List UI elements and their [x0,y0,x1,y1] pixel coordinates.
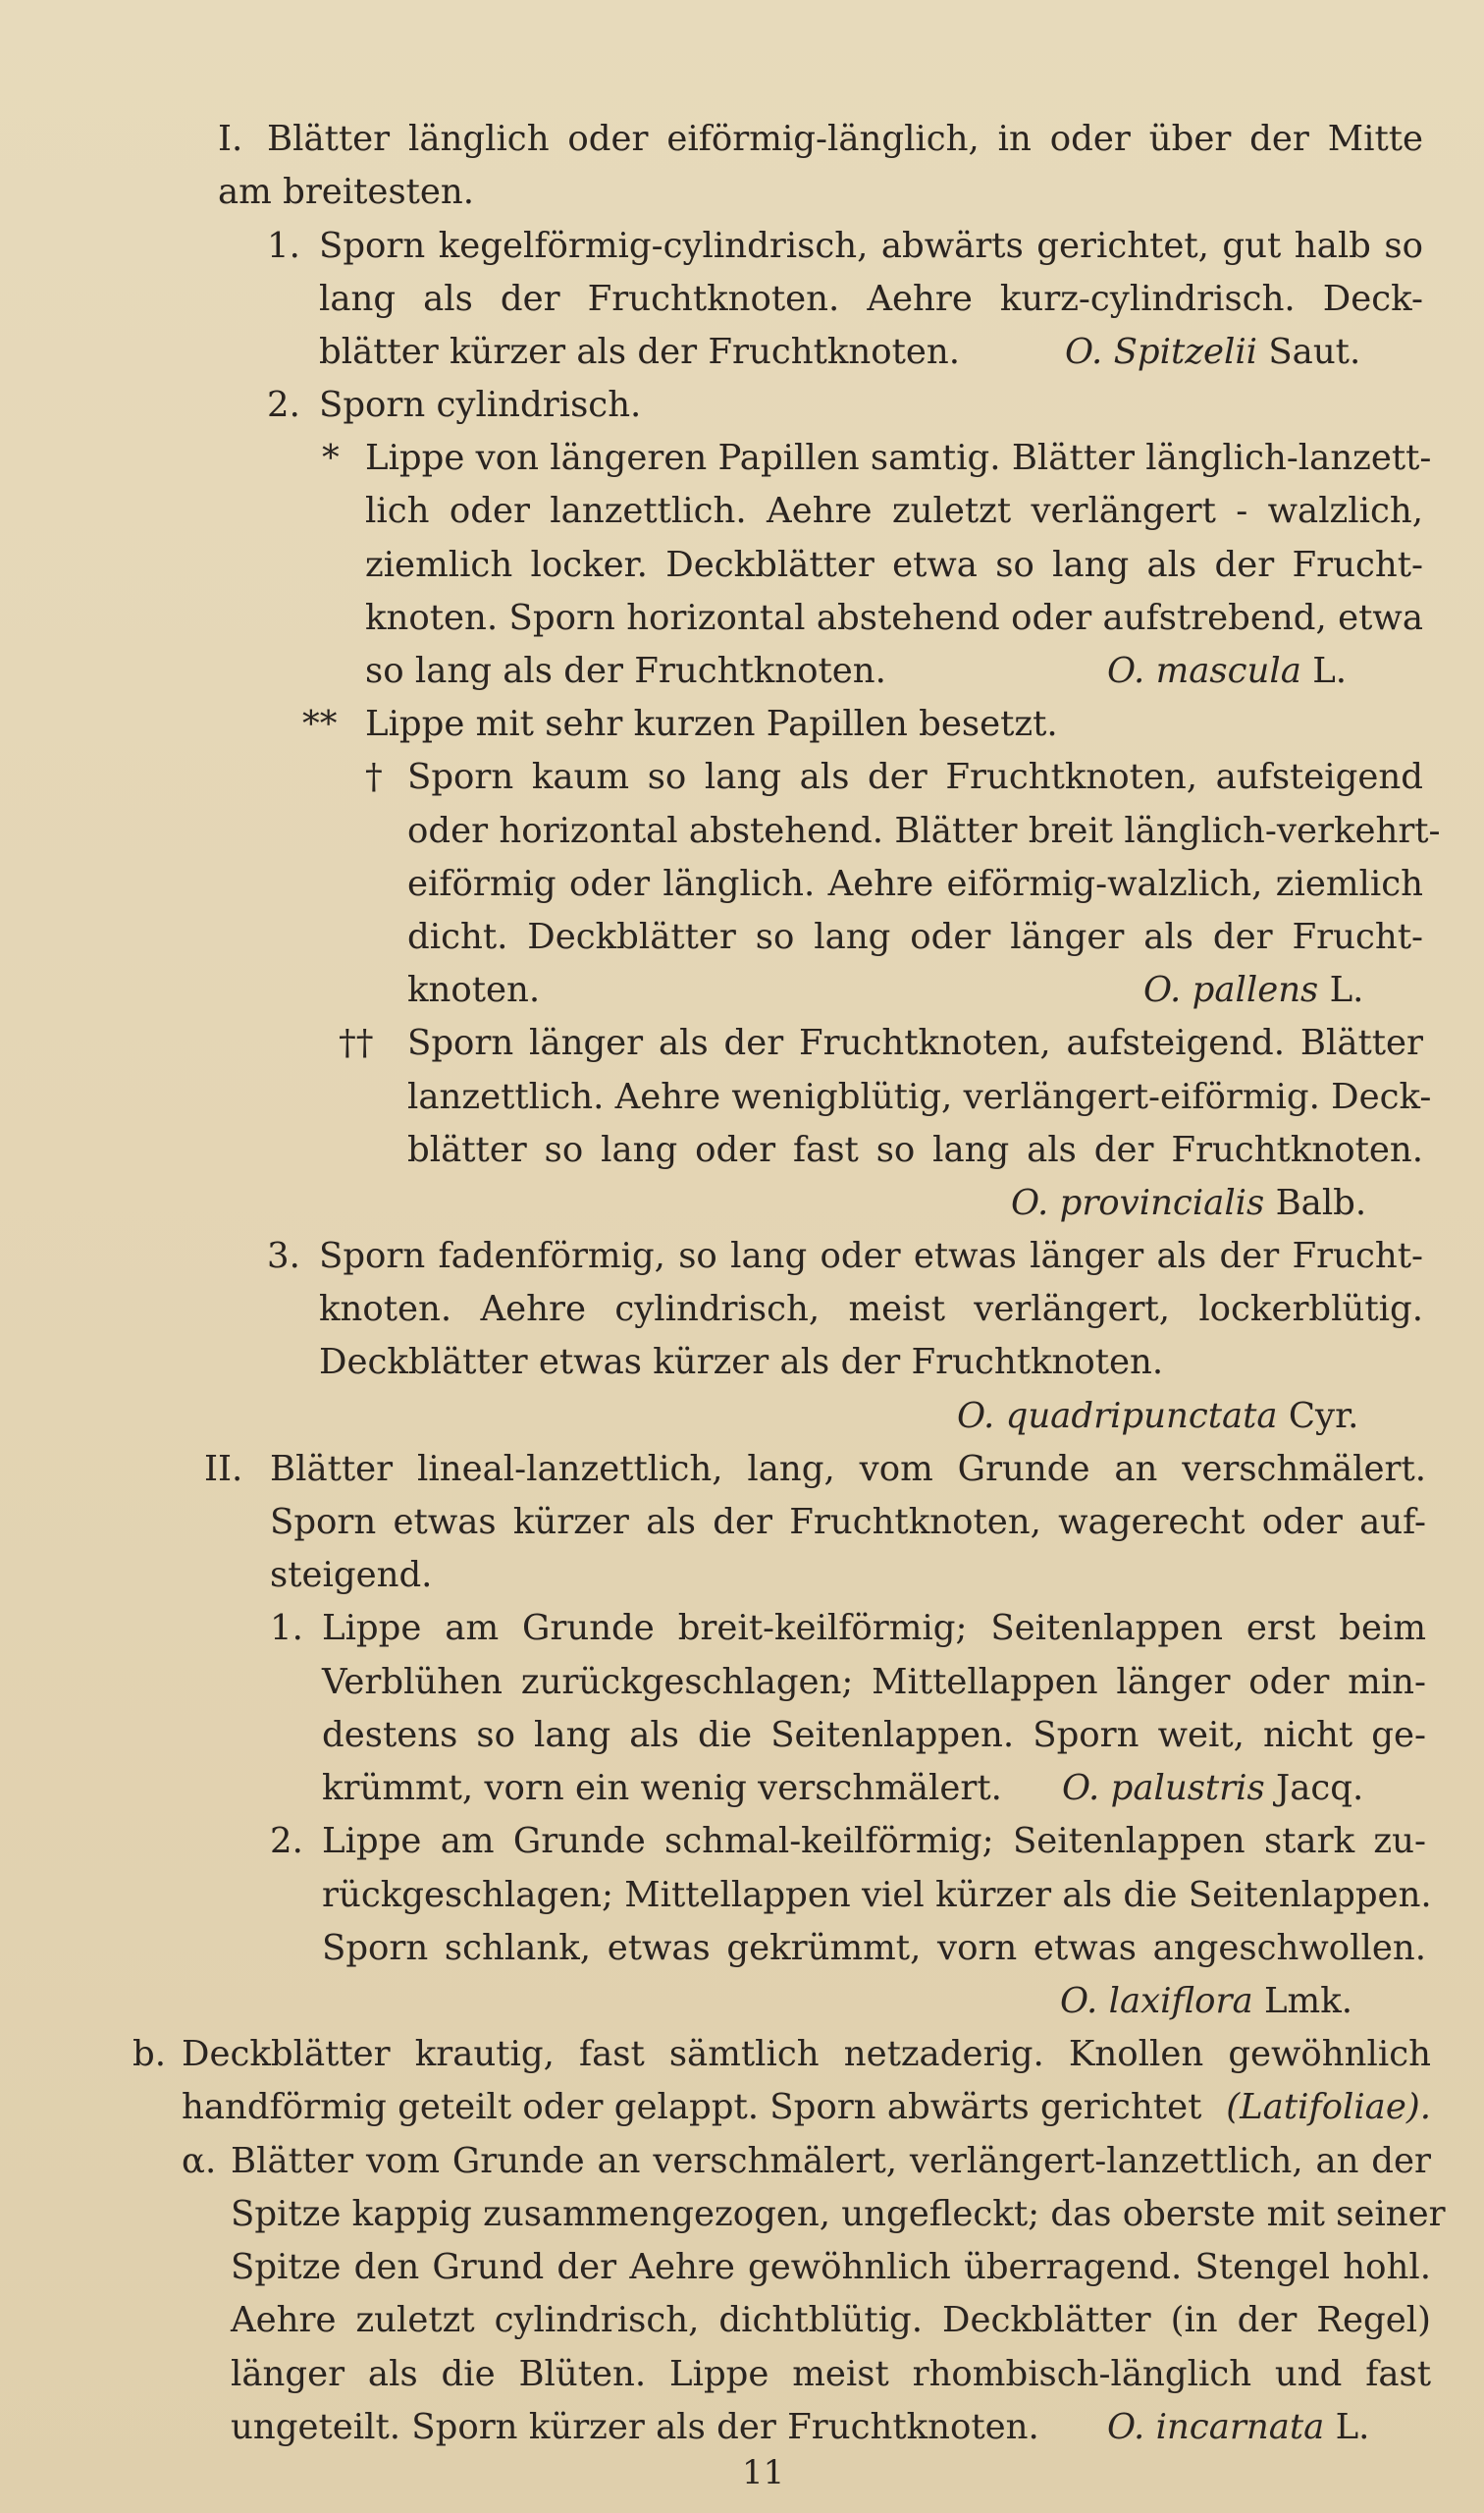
text-line: dicht. Deckblätter so lang oder länger als der Frucht- [407,917,1423,957]
species-author: L. [1335,2407,1370,2447]
species-name [1062,1762,1363,1815]
text-line: lanzettlich. Aehre wenigblütig, verlängert-eiförmig. Deck- [407,1077,1432,1117]
species-author: Lmk. [1263,1981,1353,2021]
text-line: Blätter länglich oder eiförmig-länglich, in oder über der Mitte [267,119,1423,159]
species-author: L. [1312,651,1348,691]
species-name [1107,2401,1369,2454]
species-name [1011,1177,1366,1230]
species-name [1143,964,1363,1017]
species-name [1065,326,1360,379]
species-author: Jacq. [1276,1768,1364,1808]
text-line: Lippe mit sehr kurzen Papillen besetzt. [365,704,1058,744]
item-label: 3. [267,1236,300,1276]
species-name [957,1390,1358,1443]
item-label: 1. [270,1608,303,1648]
item-label: b. [132,2034,167,2074]
text-line: länger als die Blüten. Lippe meist rhombisch-länglich und fast [231,2354,1431,2394]
species-italic: O. laxiflora [1060,1981,1253,2021]
species-italic: O. pallens [1143,970,1319,1010]
species-italic: O. palustris [1062,1768,1265,1808]
text-line: steigend. [270,1555,433,1595]
text-line: Sporn fadenförmig, so lang oder etwas länger als der Frucht- [319,1236,1423,1276]
text-line: Aehre zuletzt cylindrisch, dichtblütig. Deckblätter (in der Regel) [231,2300,1431,2340]
text-line: Spitze den Grund der Aehre gewöhnlich überragend. Stengel hohl. [231,2247,1431,2287]
text-line: knoten. Sporn horizontal abstehend oder aufstrebend, etwa [365,598,1423,638]
item-label: 2. [267,385,300,425]
text-line: Verblühen zurückgeschlagen; Mittellappen länger oder min- [322,1662,1426,1702]
item-label: †† [339,1023,374,1063]
species-author: L. [1329,970,1364,1010]
text-line: Deckblätter krautig, fast sämtlich netzaderig. Knollen gewöhnlich [182,2034,1431,2074]
item-label: I. [218,119,243,159]
item-label: * [322,438,340,478]
species-author: Saut. [1268,332,1361,372]
item-label: † [365,757,383,797]
item-label: 2. [270,1821,303,1861]
item-label: 1. [267,226,300,266]
text-line: lich oder lanzettlich. Aehre zuletzt verlängert - walzlich, [365,491,1423,531]
item-label: II. [204,1449,243,1489]
text-line: Deckblätter etwas kürzer als der Fruchtknoten. [319,1342,1164,1382]
text-line: ziemlich locker. Deckblätter etwa so lang als der Frucht- [365,545,1423,585]
page-number: 11 [742,2453,785,2492]
text-line: blätter kürzer als der Fruchtknoten. [319,332,961,372]
item-label: ** [302,704,338,744]
text-line: rückgeschlagen; Mittellappen viel kürzer als die Seitenlappen. [322,1875,1432,1915]
item-label: α. [182,2141,217,2181]
text-line: blätter so lang oder fast so lang als der Fruchtknoten. [407,1130,1423,1170]
text-line: Sporn länger als der Fruchtknoten, aufsteigend. Blätter [407,1023,1423,1063]
species-name [1107,645,1347,698]
species-author: Cyr. [1288,1396,1359,1436]
species-italic: O. Spitzelii [1065,332,1258,372]
species-italic: O. provincialis [1011,1183,1265,1223]
text-line: ungeteilt. Sporn kürzer als der Fruchtknoten. [231,2407,1039,2447]
text-line: Blätter vom Grunde an verschmälert, verlängert-lanzettlich, an der [231,2141,1431,2181]
text-line: so lang als der Fruchtknoten. [365,651,886,691]
text-line: Spitze kappig zusammengezogen, ungefleckt; das oberste mit seiner [231,2194,1446,2234]
text-line: Lippe am Grunde breit-keilförmig; Seitenlappen erst beim [322,1608,1426,1648]
text-line: eiförmig oder länglich. Aehre eiförmig-walzlich, ziemlich [407,864,1423,904]
text-line: am breitesten. [218,172,475,212]
text-line: oder horizontal abstehend. Blätter breit länglich-verkehrt- [407,811,1441,851]
text-line: handförmig geteilt oder gelappt. Sporn abwärts gerichtet [182,2087,1202,2127]
group-name: (Latifoliae). [1226,2087,1431,2127]
text-line: Sporn etwas kürzer als der Fruchtknoten, wagerecht oder auf- [270,1502,1426,1542]
text-line: Lippe von längeren Papillen samtig. Blätter länglich-lanzett- [365,438,1432,478]
species-name [1060,1975,1352,2028]
species-italic: O. incarnata [1107,2407,1325,2447]
text-line: Sporn kegelförmig-cylindrisch, abwärts gerichtet, gut halb so [319,226,1423,266]
species-author: Balb. [1275,1183,1367,1223]
text-line: lang als der Fruchtknoten. Aehre kurz-cylindrisch. Deck- [319,279,1423,319]
species-italic: O. quadripunctata [957,1396,1278,1436]
text-line: knoten. Aehre cylindrisch, meist verlängert, lockerblütig. [319,1289,1423,1329]
species-italic: O. mascula [1107,651,1301,691]
text-line: krümmt, vorn ein wenig verschmälert. [322,1768,1002,1808]
text-line: destens so lang als die Seitenlappen. Sporn weit, nicht ge- [322,1715,1426,1755]
text-line: Sporn schlank, etwas gekrümmt, vorn etwas angeschwollen. [322,1928,1426,1968]
text-line-with-group [182,2081,1431,2134]
text-line: Sporn kaum so lang als der Fruchtknoten, aufsteigend [407,757,1423,797]
text-line: knoten. [407,970,541,1010]
text-line: Blätter lineal-lanzettlich, lang, vom Grunde an verschmälert. [270,1449,1426,1489]
text-line: Lippe am Grunde schmal-keilförmig; Seitenlappen stark zu- [322,1821,1426,1861]
text-line: Sporn cylindrisch. [319,385,642,425]
